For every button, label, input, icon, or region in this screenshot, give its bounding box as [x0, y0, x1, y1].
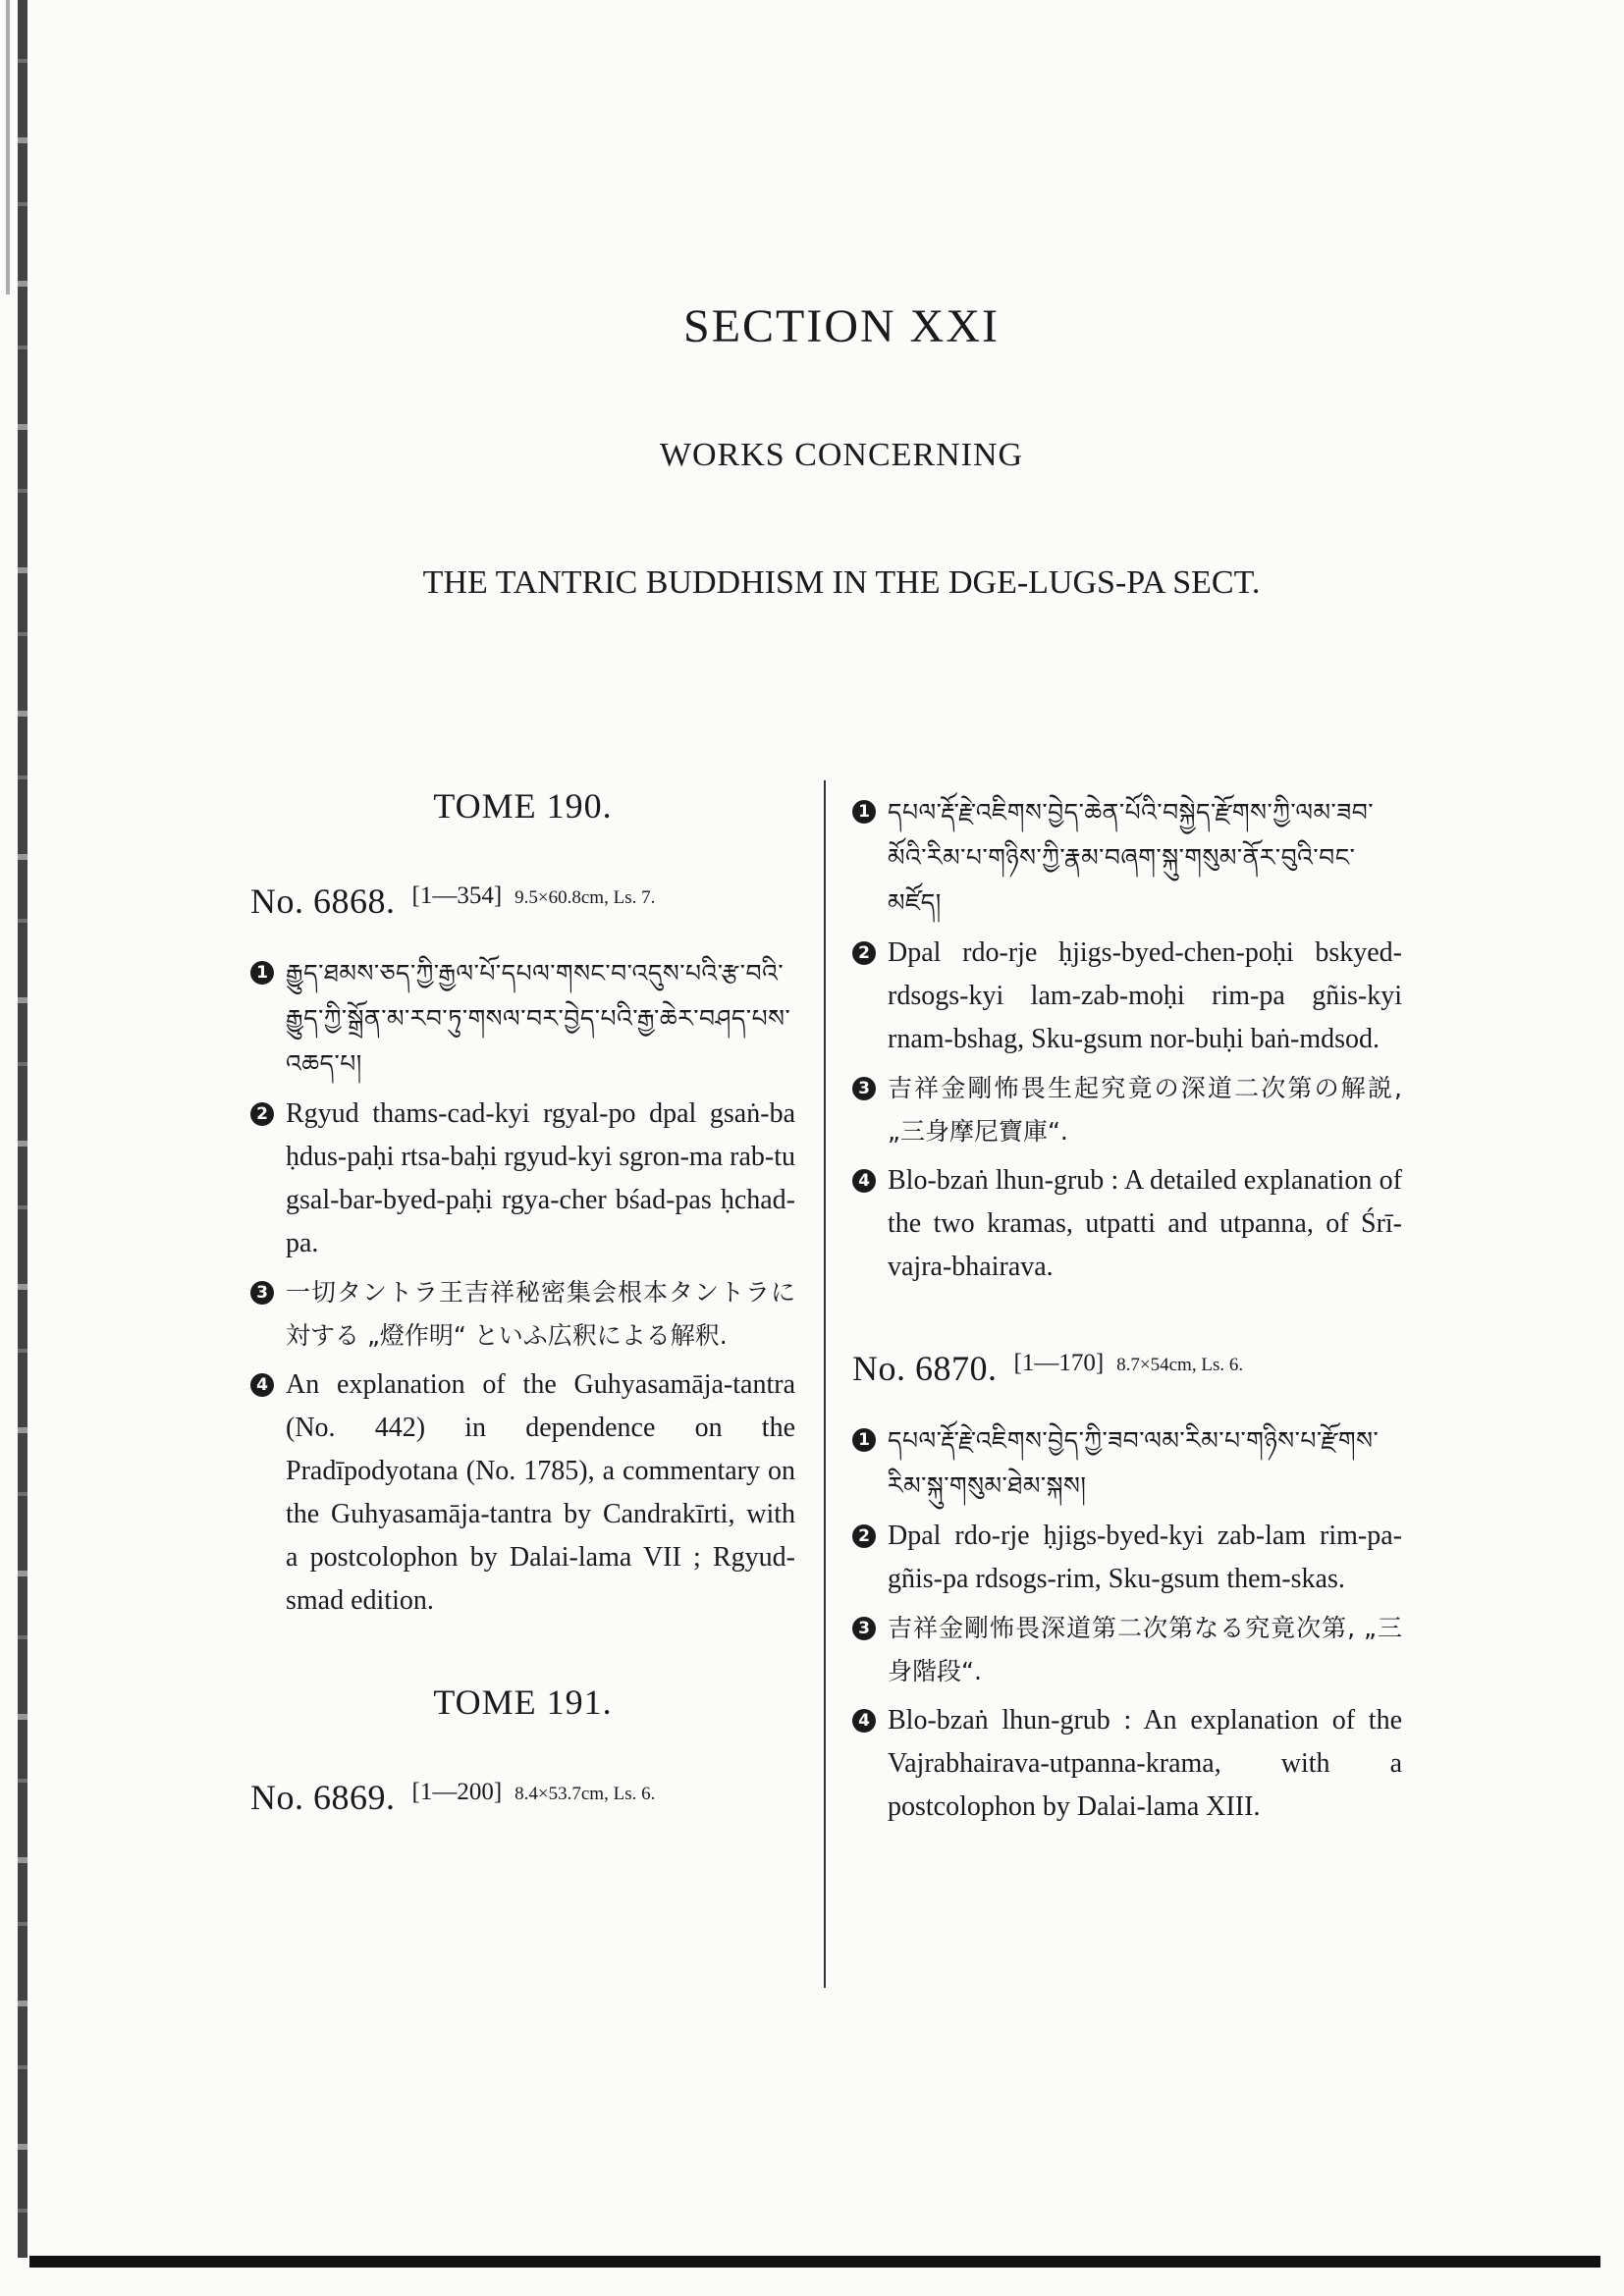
marker-4: 4 [852, 1709, 876, 1733]
english-description: 4 Blo-bzaṅ lhun-grub : A detailed explanation of the two kramas, utpatti and utpanna, of Śrī-vajra-bhairava. [852, 1159, 1402, 1289]
binding-shadow [6, 0, 10, 294]
marker-2: 2 [852, 1524, 876, 1548]
entry-6868-header [250, 881, 795, 922]
romanized-title: 2 Dpal rdo-rje ḥjigs-byed-kyi zab-lam rim-pa-gñis-pa rdsogs-rim, Sku-gsum them-skas. [852, 1515, 1402, 1601]
tibetan-title: 1 དཔལ་རྡོ་རྗེ་འཇིགས་བྱེད་ཆེན་པོའི་བསྐྱེད་རྫོགས་ཀྱི་ལམ་ཟབ་མོའི་རིམ་པ་གཉིས་ཀྱི་རྣམ་བཞག་སྐུ་གསུམ་ནོར་བུའི་བང་མཛོད། [852, 790, 1402, 926]
marker-2: 2 [852, 941, 876, 965]
marker-4: 4 [250, 1373, 274, 1397]
romanized-title: 2 Dpal rdo-rje ḥjigs-byed-chen-poḥi bskyed-rdsogs-kyi lam-zab-moḥi rim-pa gñis-kyi rnam-bshag, Sku-gsum nor-buḥi baṅ-mdsod. [852, 932, 1402, 1061]
dimensions: 8.4×53.7cm, Ls. 6. [514, 1784, 656, 1804]
tibetan-title: 1 རྒྱུད་ཐམས་ཅད་ཀྱི་རྒྱལ་པོ་དཔལ་གསང་བ་འདུས་པའི་རྩ་བའི་རྒྱུད་ཀྱི་སྒྲོན་མ་རབ་ཏུ་གསལ་བར་བྱེད་པའི་རྒྱ་ཆེར་བཤད་པས་འཆད་པ། [250, 951, 795, 1087]
english-description: 4 An explanation of the Guhyasamāja-tantra (No. 442) in dependence on the Pradīpodyotana (No. 1785), a commentary on the Guhyasamāja-tantra by Candrakīrti, with a postcolophon by Dalai-lama VII ; Rgyud-smad edition. [250, 1363, 795, 1623]
tibetan-title: 1 དཔལ་རྡོ་རྗེ་འཇིགས་བྱེད་ཀྱི་ཟབ་ལམ་རིམ་པ་གཉིས་པ་རྫོགས་རིམ་སྐུ་གསུམ་ཐེམ་སྐས། [852, 1418, 1402, 1509]
tome-heading-191: TOME 191. [433, 1682, 613, 1722]
english-description: 4 Blo-bzaṅ lhun-grub : An explanation of the Vajrabhairava-utpanna-krama, with a postcolophon by Dalai-lama XIII. [852, 1699, 1402, 1829]
folio-range: [1—354] [411, 882, 503, 909]
bottom-rule [29, 2256, 1600, 2268]
left-column [250, 785, 795, 1847]
section-title: SECTION XXI [683, 300, 1000, 352]
marker-3: 3 [852, 1617, 876, 1640]
marker-3: 3 [250, 1281, 274, 1305]
japanese-title: 3 吉祥金剛怖畏深道第二次第なる究竟次第, „三身階段“. [852, 1607, 1402, 1693]
dimensions: 9.5×60.8cm, Ls. 7. [514, 887, 656, 908]
entry-6870-header [852, 1348, 1402, 1389]
marker-3: 3 [852, 1077, 876, 1100]
marker-2: 2 [250, 1102, 274, 1126]
tome-heading-190: TOME 190. [433, 786, 613, 826]
entry-number: No. 6868. [250, 881, 396, 921]
entry-6869-header [250, 1777, 795, 1818]
marker-4: 4 [852, 1169, 876, 1193]
entry-number: No. 6869. [250, 1778, 396, 1817]
marker-1: 1 [852, 1428, 876, 1452]
romanized-title: 2 Rgyud thams-cad-kyi rgyal-po dpal gsaṅ-ba ḥdus-paḥi rtsa-baḥi rgyud-kyi sgron-ma rab-tu gsal-bar-byed-paḥi rgya-cher bśad-pas ḥchad-pa. [250, 1093, 795, 1265]
folio-range: [1—170] [1013, 1350, 1105, 1376]
dimensions: 8.7×54cm, Ls. 6. [1116, 1355, 1244, 1375]
right-column [852, 790, 1402, 1835]
folio-range: [1—200] [411, 1779, 503, 1805]
heading-line-2: THE TANTRIC BUDDHISM IN THE DGE-LUGS-PA SECT. [422, 564, 1261, 601]
marker-1: 1 [250, 961, 274, 985]
japanese-title: 3 一切タントラ王吉祥秘密集会根本タントラに対する „燈作明“ といふ広釈による解釈. [250, 1271, 795, 1358]
japanese-title: 3 吉祥金剛怖畏生起究竟の深道二次第の解説, „三身摩尼寶庫“. [852, 1067, 1402, 1153]
marker-1: 1 [852, 800, 876, 824]
column-divider [824, 780, 826, 1988]
entry-number: No. 6870. [852, 1349, 998, 1388]
heading-line-1: WORKS CONCERNING [659, 437, 1024, 473]
